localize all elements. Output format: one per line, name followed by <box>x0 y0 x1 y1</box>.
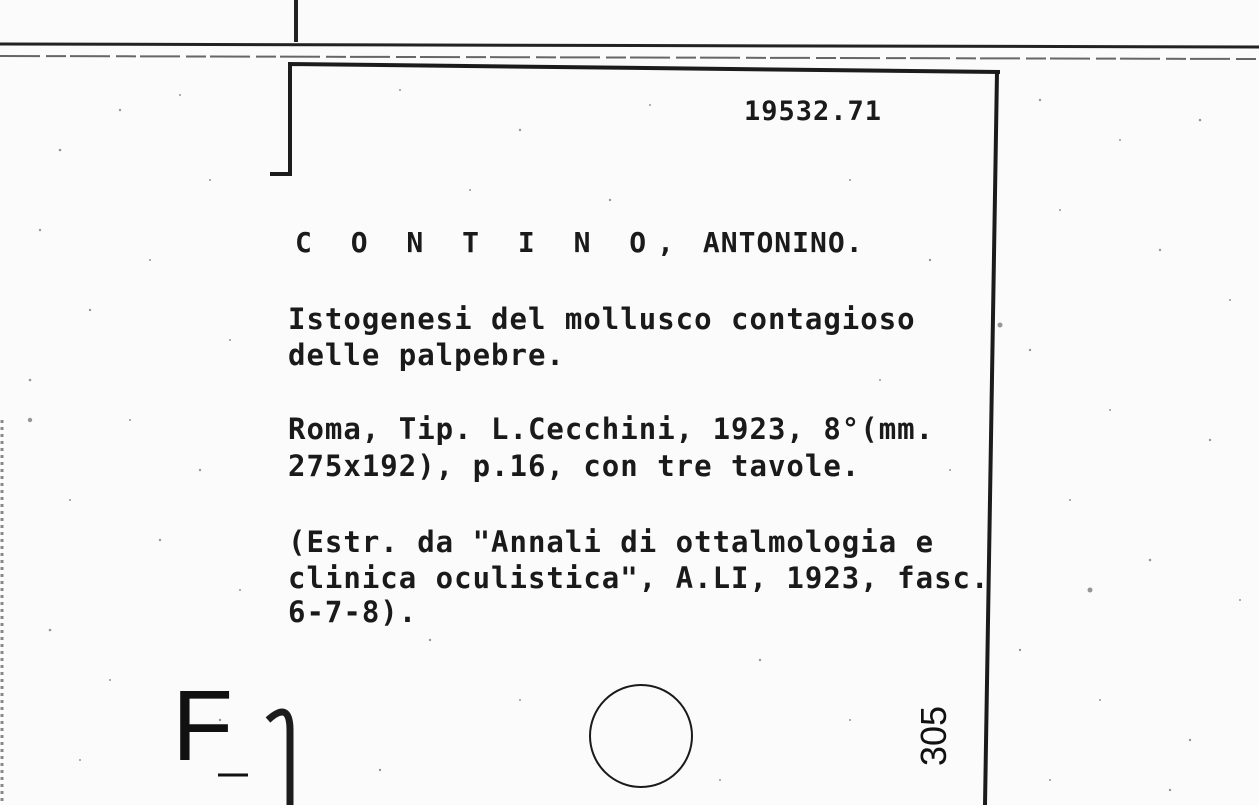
card-right-edge <box>985 72 997 805</box>
author-heading <box>295 226 864 259</box>
author-given-name: ANTONINO. <box>702 226 864 259</box>
note-line: (Estr. da "Annali di ottalmologia e <box>288 525 935 559</box>
top-rule-line <box>0 44 1259 47</box>
title-line: Istogenesi del mollusco contagioso <box>288 302 916 336</box>
tray-label: F <box>172 670 234 782</box>
catalog-number: 19532.71 <box>744 96 883 127</box>
side-number: 305 <box>913 705 954 766</box>
card-left-edge <box>268 712 290 805</box>
imprint-line: Roma, Tip. L.Cecchini, 1923, 8°(mm. <box>288 412 935 446</box>
punch-hole <box>589 684 693 788</box>
note-line: 6-7-8). <box>288 595 418 629</box>
note-line: clinica oculistica", A.LI, 1923, fasc. <box>288 561 990 595</box>
imprint-line: 275x192), p.16, con tre tavole. <box>288 449 861 483</box>
title-line: delle palpebre. <box>288 338 565 372</box>
card-corner-bracket <box>290 64 1000 174</box>
author-surname: C O N T I N O, <box>295 226 686 259</box>
top-rule-line-faint <box>0 56 1259 59</box>
